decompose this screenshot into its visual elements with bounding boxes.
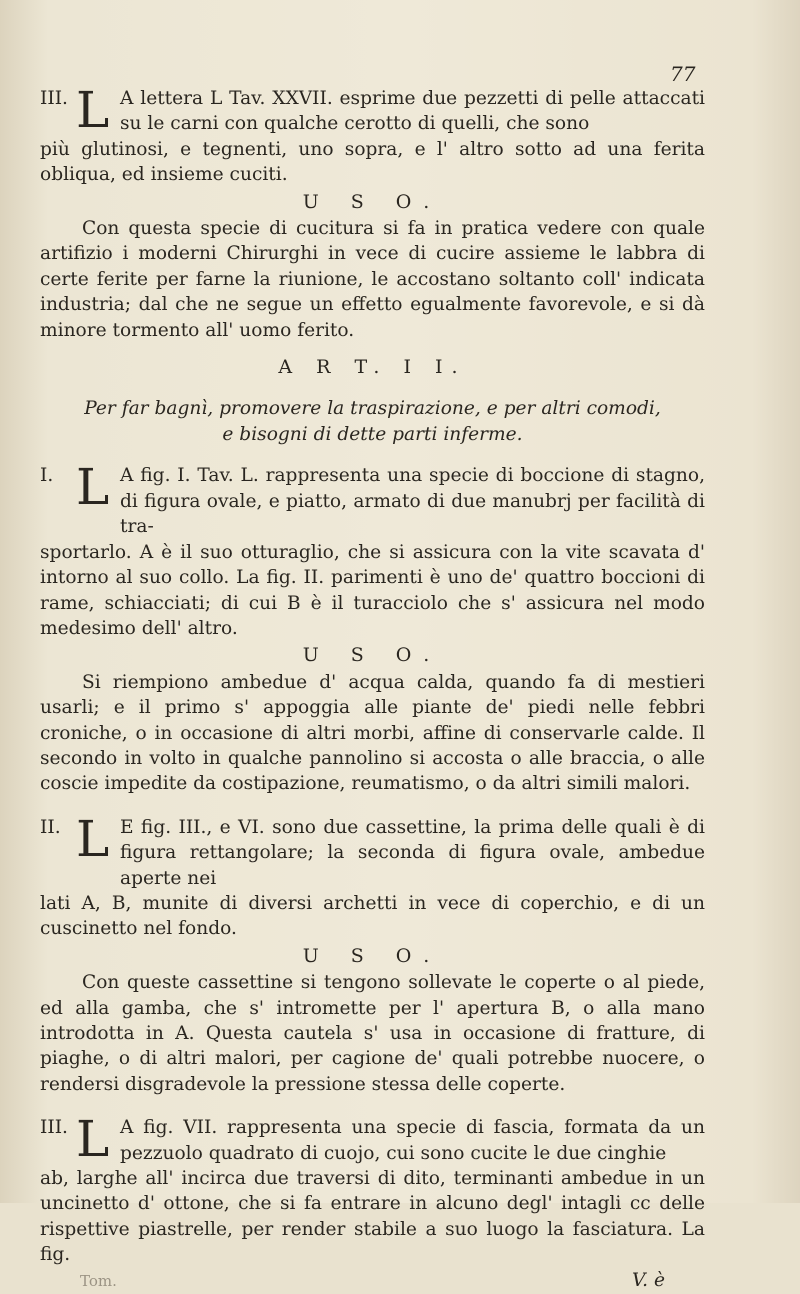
page-text <box>40 81 705 1294</box>
entry-i-boccione <box>40 458 705 641</box>
uso-heading: U S O. <box>302 190 443 213</box>
entry-numeral: II. <box>40 816 61 838</box>
drop-cap: L <box>76 1110 110 1169</box>
drop-cap: L <box>76 809 110 868</box>
entry-numeral: III. <box>40 1117 68 1139</box>
entry-rest: ab, larghe all' incirca due traversi di dito, terminanti ambedue in un uncinetto d' ottone, che si fa entrare in alcuno degl' intagli cc delle rispettive piastrelle, per render stabile a suo luogo la fasciatura. La fig. <box>40 1168 705 1266</box>
article-subtitle <box>40 396 705 448</box>
entry-first-lines: A lettera L Tav. XXVII. esprime due pezzetti di pelle attaccati su le carni con qualche cerotto di quelli, che sono <box>120 88 705 135</box>
entry-ii-cassettine <box>40 809 705 942</box>
article-heading: A R T. I I. <box>278 356 467 379</box>
drop-cap: L <box>76 458 110 517</box>
uso-heading: U S O. <box>302 644 443 667</box>
entry-iii-tav-xxvii <box>40 81 705 188</box>
uso-paragraph-1: Con questa specie di cucitura si fa in pratica vedere con quale artifizio i moderni Chirurghi in vece di cucire assieme le labbra di certe ferite per farne la riunione, le accostano soltanto coll' indicata industria; dal che ne segue un effetto egualmente favorevole, e si dà minore tormento all' uomo ferito. <box>40 218 705 341</box>
article-subtitle-line-2: e bisogni di dette parti inferme. <box>222 424 523 446</box>
article-subtitle-line-1: Per far bagnì, promovere la traspirazione, e per altri comodi, <box>84 398 661 420</box>
entry-first-lines: A fig. I. Tav. L. rappresenta una specie di boccione di stagno, di figura ovale, e piatto, armato di due manubrj per facilità di tra- <box>120 465 705 538</box>
entry-first-lines: A fig. VII. rappresenta una specie di fascia, formata da un pezzuolo quadrato di cuojo, cui sono cucite le due cinghie <box>120 1117 705 1164</box>
uso-paragraph-2: Si riempiono ambedue d' acqua calda, quando fa di mestieri usarli; e il primo s' appoggia alle piante de' piedi nelle febbri croniche, o in occasione di altri morbi, affine di conservarle calde. Il secondo in volto in qualche pannolino si accosta o alle braccia, o alle coscie impedite da costipazione, reumatismo, o da altri simili malori. <box>40 671 705 795</box>
entry-numeral: III. <box>40 88 68 109</box>
entry-first-lines: E fig. III., e VI. sono due cassettine, la prima delle quali è di figura rettangolare; la seconda di figura ovale, ambedue aperte nei <box>120 816 705 889</box>
drop-cap: L <box>76 81 110 139</box>
uso-heading: U S O. <box>302 944 443 967</box>
page-footer <box>40 1268 705 1294</box>
entry-rest: lati A, B, munite di diversi archetti in vece di coperchio, e di un cuscinetto nel fondo. <box>40 892 705 940</box>
entry-rest: sportarlo. A è il suo otturaglio, che si assicura con la vite scavata d' intorno al suo collo. La fig. II. parimenti è uno de' quattro boccioni di rame, schiacciati; di cui B è il turacciolo che s' assicura nel modo medesimo dell' altro. <box>40 541 705 639</box>
entry-rest: più glutinosi, e tegnenti, uno sopra, e l' altro sotto ad una ferita obliqua, ed insieme cuciti. <box>40 138 705 186</box>
page-number: 77 <box>670 62 696 86</box>
catchword: V. è <box>631 1269 665 1291</box>
uso-paragraph-3: Con queste cassettine si tengono sollevate le coperte o al piede, ed alla gamba, che s' intromette per l' apertura B, o alla mano introdotta in A. Questa cautela s' usa in occasione di fratture, di piaghe, o di altri malori, per cagione de' quali potrebbe nuocere, o rendersi disgradevole la pressione stessa delle coperte. <box>40 972 705 1095</box>
entry-iii-fascia <box>40 1110 705 1267</box>
signature-mark: Tom. <box>80 1271 117 1290</box>
entry-numeral: I. <box>40 465 54 487</box>
